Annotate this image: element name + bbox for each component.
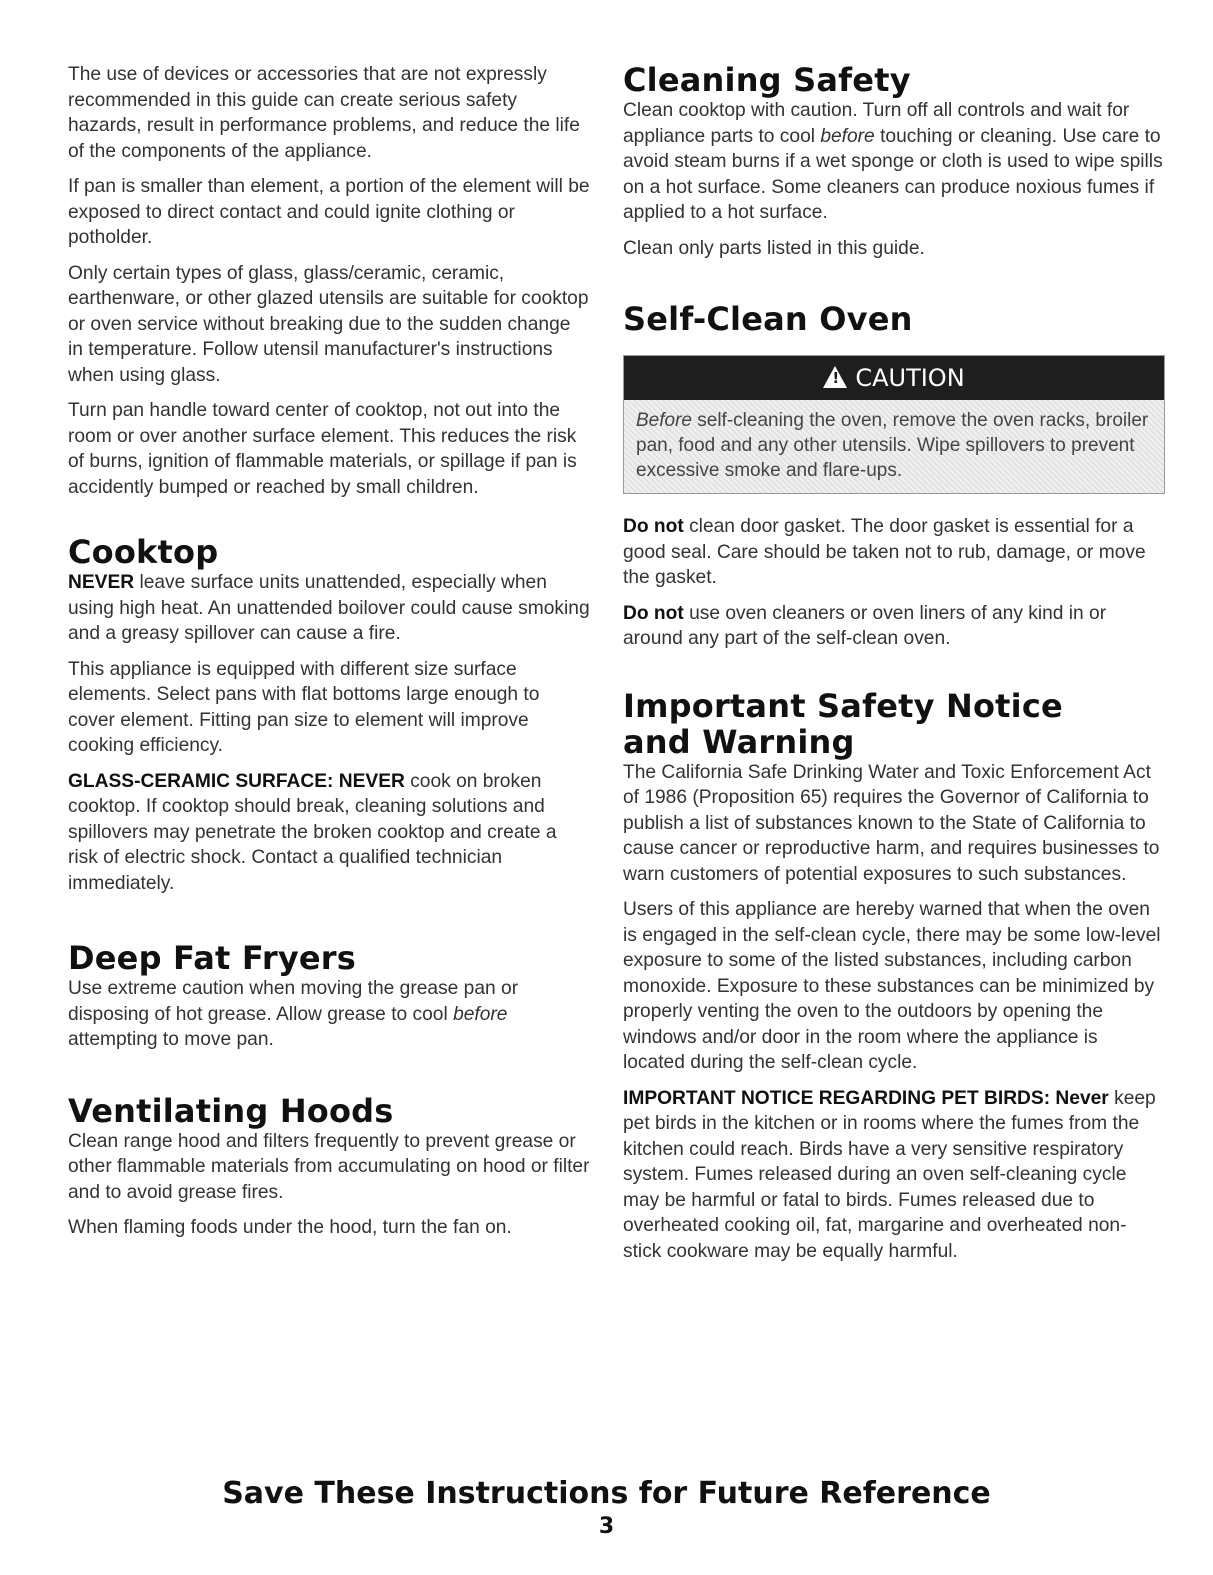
- ventilating-hoods-heading: Ventilating Hoods: [68, 1091, 394, 1130]
- glass-ceramic-text: cook on broken cooktop. If cooktop should break, cleaning solutions and spillovers may penetrate the broken cooktop and create a risk of electric shock. Contact a qualified technician immediately.: [68, 770, 557, 894]
- caution-label: CAUTION: [855, 364, 965, 392]
- deep-fat-text: attempting to move pan.: [68, 1029, 274, 1050]
- intro-paragraph: Turn pan handle toward center of cooktop, not out into the room or over another surface element. This reduces the risk of burns, ignition of flammable materials, or spillage if pan is accidently bumped or reached by small children.: [68, 400, 577, 498]
- oven-cleaners-text: use oven cleaners or oven liners of any kind in or around any part of the self-clean oven.: [623, 602, 1107, 649]
- cooktop-heading: Cooktop: [68, 533, 219, 571]
- cleaning-text: Clean cooktop with caution. Turn off all controls and wait for appliance parts to cool: [623, 100, 1130, 147]
- glass-ceramic-paragraph: [68, 769, 590, 897]
- page-number: 3: [598, 1514, 615, 1539]
- deep-fat-paragraph: [68, 976, 590, 1053]
- vent-paragraph: When flaming foods under the hood, turn the fan on.: [68, 1217, 512, 1238]
- right-column: [623, 62, 1163, 1274]
- heading-line: Important Safety Notice: [623, 686, 1063, 725]
- left-column: [68, 62, 590, 1251]
- keyword-glass-ceramic: GLASS-CERAMIC SURFACE: NEVER: [68, 770, 405, 792]
- cooktop-paragraph: This appliance is equipped with different size surface elements. Select pans with flat bottoms large enough to cover element. Fitting pan size to element will improve cooking efficiency.: [68, 658, 540, 756]
- cleaning-safety-heading: Cleaning Safety: [623, 61, 911, 99]
- keyword-never: NEVER: [68, 572, 135, 593]
- vent-paragraph: Clean range hood and filters frequently to prevent grease or other flammable materials from accumulating on hood or filter and to avoid grease fires.: [68, 1130, 590, 1203]
- footer-title: Save These Instructions for Future Reference: [222, 1476, 991, 1511]
- intro-paragraph: Only certain types of glass, glass/ceramic, ceramic, earthenware, or other glazed utensils are suitable for cooktop or oven service without breaking due to the sudden change in temperature. Follow utensil manufacturer's instructions when using glass.: [68, 262, 589, 386]
- cleaning-paragraph: [623, 98, 1163, 226]
- keyword-pet-birds: IMPORTANT NOTICE REGARDING PET BIRDS: Never: [623, 1087, 1109, 1109]
- self-clean-oven-heading: Self-Clean Oven: [623, 300, 913, 338]
- cooktop-paragraph: [68, 570, 590, 647]
- emphasis-before: before: [453, 1003, 508, 1025]
- cooktop-text: leave surface units unattended, especially when using high heat. An unattended boilover could cause smoking and a greasy spillover can cause a fire.: [68, 572, 590, 644]
- warning-triangle-icon: [823, 366, 847, 388]
- emphasis-before: before: [820, 125, 875, 147]
- oven-cleaners-paragraph: [623, 601, 1163, 652]
- heading-line: and Warning: [623, 722, 855, 761]
- cleaning-paragraph: Clean only parts listed in this guide.: [623, 237, 925, 259]
- caution-box: [623, 355, 1165, 494]
- pet-birds-paragraph: [623, 1086, 1163, 1265]
- cleaning-text: touching or cleaning. Use care to avoid steam burns if a wet sponge or cloth is used to wipe spills on a hot surface. Some cleaners can produce noxious fumes if applied to a hot surface.: [623, 125, 1163, 223]
- emphasis-before: Before: [636, 410, 692, 431]
- deep-fat-text: Use extreme caution when moving the grease pan or disposing of hot grease. Allow grease to cool: [68, 978, 519, 1025]
- self-clean-warning-paragraph: Users of this appliance are hereby warned that when the oven is engaged in the self-clean cycle, there may be some low-level exposure to some of the listed substances, including carbon monoxide. Exposure to these substances can be minimized by properly venting the oven to the outdoors by opening the windows and/or door in the room where the appliance is located during the self-clean cycle.: [623, 899, 1161, 1073]
- gasket-paragraph: [623, 514, 1163, 591]
- caution-body: self-cleaning the oven, remove the oven racks, broiler pan, food and any other utensils. Wipe spillovers to prevent excessive smoke and flare-ups.: [636, 410, 1149, 481]
- keyword-do-not: Do not: [623, 602, 684, 624]
- gasket-text: clean door gasket. The door gasket is essential for a good seal. Care should be taken not to rub, damage, or move the gasket.: [623, 516, 1146, 588]
- prop65-paragraph: The California Safe Drinking Water and Toxic Enforcement Act of 1986 (Proposition 65) requires the Governor of California to publish a list of substances known to the State of California to cause cancer or reproductive harm, and requires businesses to warn customers of potential exposures to such substances.: [623, 761, 1160, 885]
- important-safety-heading: [623, 688, 1163, 760]
- deep-fat-fryers-heading: Deep Fat Fryers: [68, 939, 357, 977]
- intro-paragraph: The use of devices or accessories that are not expressly recommended in this guide can create serious safety hazards, result in performance problems, and reduce the life of the components of the appliance.: [68, 64, 580, 162]
- caution-text: [624, 400, 1164, 493]
- keyword-do-not: Do not: [623, 516, 684, 537]
- intro-paragraph: If pan is smaller than element, a portion of the element will be exposed to direct contact and could ignite clothing or potholder.: [68, 176, 590, 248]
- caution-banner: [624, 356, 1164, 400]
- pet-birds-text: keep pet birds in the kitchen or in rooms where the fumes from the kitchen could reach. Birds have a very sensitive respiratory system. Fumes released during an oven self-cleaning cycle may be harmful or fatal to birds. Fumes released due to overheated cooking oil, fat, margarine and overheated non-stick cookware may be equally harmful.: [623, 1087, 1156, 1262]
